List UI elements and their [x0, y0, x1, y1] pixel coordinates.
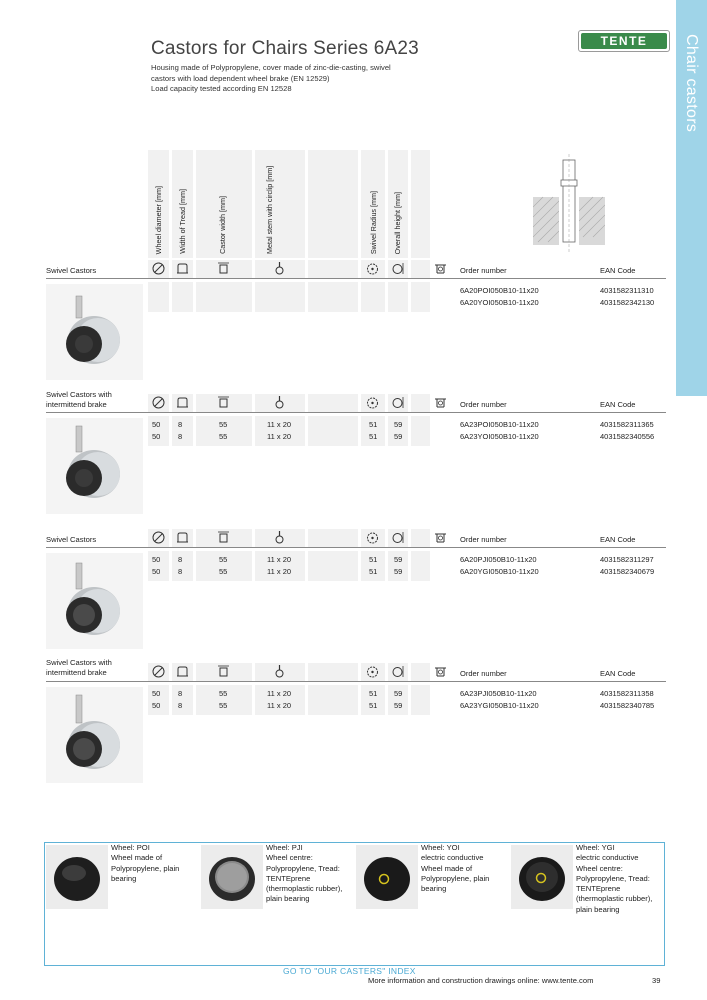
col-header-diameter [148, 150, 169, 258]
description-line: Housing made of Polypropylene, cover made of zinc-die-casting, swivel [151, 63, 391, 72]
icon-cell [308, 394, 358, 412]
ean-code: 4031582311310 [600, 286, 654, 295]
wheel-line: plain bearing [266, 894, 310, 904]
overall-height-icon [391, 665, 404, 678]
order-number: 6A23YGI050B10-11x20 [460, 701, 539, 710]
side-tab-label: Chair castors [683, 34, 700, 133]
col-header-label: Swivel Radius [mm] [369, 190, 378, 254]
value-cell-bg [411, 282, 430, 312]
swivel-radius-icon [366, 262, 379, 275]
stem-icon [273, 396, 286, 409]
icon-cell [148, 260, 169, 278]
col-header-height [388, 150, 408, 258]
value-cell-bg [308, 685, 358, 715]
section-label-line: intermittend brake [46, 667, 107, 677]
value-cell-bg [308, 416, 358, 446]
tread-width-icon [176, 531, 189, 544]
col-header-stem [255, 150, 305, 258]
description-line: castors with load dependent wheel brake (EN 12529) [151, 73, 330, 83]
wheel-line: electric conductive [421, 853, 484, 863]
ean-code-header: EAN Code [600, 535, 636, 544]
swivel-radius-icon [366, 396, 379, 409]
icon-cell [308, 663, 358, 681]
stem-icon [273, 665, 286, 678]
order-number: 6A20YOI050B10-11x20 [460, 298, 539, 307]
order-number: 6A23POI050B10-11x20 [460, 420, 539, 429]
stem-value: 11 x 20 [267, 420, 292, 429]
section-divider [46, 547, 666, 548]
stem-value: 11 x 20 [267, 555, 292, 564]
wheel-description [576, 843, 661, 915]
brake-icon [434, 665, 447, 678]
icon-cell [361, 394, 385, 412]
swivel-radius-value: 51 [369, 555, 378, 564]
ean-code: 4031582311365 [600, 420, 654, 429]
value-cell-bg [172, 282, 193, 312]
castor-width-value: 55 [219, 689, 228, 698]
stem-value: 11 x 20 [267, 689, 292, 698]
order-number-header: Order number [460, 669, 507, 678]
icon-cell [196, 260, 252, 278]
col-header-empty [308, 150, 358, 258]
wheel-line: Wheel made of [421, 863, 473, 873]
section-label [46, 658, 112, 677]
brake-icon [434, 531, 447, 544]
icon-cell [388, 529, 408, 547]
section-divider [46, 412, 666, 413]
wheel-line: Polypropylene, Tread: [266, 863, 340, 873]
page-number: 39 [652, 976, 661, 985]
icon-cell [388, 663, 408, 681]
section-label [46, 266, 96, 276]
tread-width-icon [176, 262, 189, 275]
wheel-pji-image [201, 845, 263, 909]
wheel-line: Wheel: PJI [266, 843, 303, 852]
icon-cell [255, 529, 305, 547]
wheel-line: Polypropylene, Tread: [576, 873, 650, 883]
order-number-header: Order number [460, 535, 507, 544]
icon-cell [172, 529, 193, 547]
castor-width-icon [217, 262, 230, 275]
wheel-thumbnail [201, 845, 263, 909]
swivel-radius-value: 51 [369, 689, 378, 698]
wheel-thumbnail [356, 845, 418, 909]
casters-index-link[interactable]: GO TO "OUR CASTERS" INDEX [283, 966, 416, 976]
castor-width-value: 55 [219, 420, 228, 429]
order-number-header: Order number [460, 400, 507, 409]
icon-cell [255, 394, 305, 412]
icon-cell [361, 663, 385, 681]
ean-code: 4031582311297 [600, 555, 654, 564]
value-cell-bg [411, 416, 430, 446]
section-label-line: Swivel Castors with [46, 390, 112, 399]
wheel-thumbnail [511, 845, 573, 909]
col-header-label: Metal stem with circlip [mm] [265, 165, 274, 254]
icon-cell [411, 260, 430, 278]
wheel-line: Polypropylene, plain [111, 863, 180, 873]
tread-width-icon [176, 665, 189, 678]
ean-code-header: EAN Code [600, 669, 636, 678]
wheel-line: TENTEprene [576, 884, 621, 894]
castor-width-value: 55 [219, 432, 228, 441]
col-header-label: Wheel diameter [mm] [154, 185, 163, 254]
stem-value: 11 x 20 [267, 567, 292, 576]
value-cell-bg [148, 282, 169, 312]
castor-photo [46, 418, 143, 514]
overall-height-value: 59 [394, 689, 403, 698]
stem-icon [273, 262, 286, 275]
icon-cell [172, 260, 193, 278]
brake-icon [434, 262, 447, 275]
castor-width-icon [217, 531, 230, 544]
castor-width-icon [217, 396, 230, 409]
wheel-line: Wheel centre: [576, 863, 623, 873]
wheel-line: Wheel centre: [266, 853, 313, 863]
description-line: Load capacity tested according EN 12528 [151, 84, 292, 94]
order-number: 6A20PJI050B10-11x20 [460, 555, 537, 564]
wheel-diameter-icon [152, 531, 165, 544]
wheel-poi-image [46, 845, 108, 909]
tread-width-value: 8 [178, 432, 183, 441]
swivel-radius-value: 51 [369, 567, 378, 576]
value-cell-bg [308, 282, 358, 312]
overall-height-icon [391, 262, 404, 275]
stem-value: 11 x 20 [267, 432, 292, 441]
swivel-radius-icon [366, 531, 379, 544]
swivel-radius-value: 51 [369, 420, 378, 429]
wheel-line: (thermoplastic rubber), [266, 884, 343, 894]
tread-width-value: 8 [178, 701, 183, 710]
tente-logo [578, 30, 670, 52]
icon-cell [255, 260, 305, 278]
overall-height-value: 59 [394, 567, 403, 576]
col-header-castor-width [196, 150, 252, 258]
section-label-line: Swivel Castors with [46, 658, 112, 667]
wheel-line: electric conductive [576, 853, 639, 863]
icon-cell [148, 663, 169, 681]
wheel-line: bearing [111, 873, 137, 883]
logo-text: TENTE [581, 33, 667, 49]
castor-stem-diagram [533, 152, 605, 255]
icon-cell [411, 529, 430, 547]
stem-value: 11 x 20 [267, 701, 292, 710]
tread-width-icon [176, 396, 189, 409]
ean-code: 4031582311358 [600, 689, 654, 698]
tread-width-value: 8 [178, 689, 183, 698]
wheel-diameter-icon [152, 665, 165, 678]
wheel-description [266, 843, 351, 905]
ean-code: 4031582340785 [600, 701, 655, 710]
wheel-line: Wheel: YGI [576, 843, 615, 852]
swivel-radius-value: 51 [369, 701, 378, 710]
wheel-line: bearing [421, 884, 447, 894]
wheel-thumbnail [46, 845, 108, 909]
section-label [46, 390, 112, 409]
icon-cell [196, 529, 252, 547]
order-number: 6A20YGI050B10-11x20 [460, 567, 539, 576]
wheel-description [111, 843, 196, 884]
section-label-line: Swivel Castors [46, 535, 97, 544]
ean-code-header: EAN Code [600, 400, 636, 409]
icon-cell [361, 529, 385, 547]
footer-info: More information and construction drawings online: www.tente.com [368, 976, 594, 985]
value-cell-bg [411, 685, 430, 715]
overall-height-icon [391, 531, 404, 544]
tread-width-value: 8 [178, 420, 183, 429]
value-cell-bg [172, 685, 193, 715]
icon-cell [196, 663, 252, 681]
value-cell-bg [172, 551, 193, 581]
wheel-diameter-value: 50 [152, 689, 161, 698]
order-number: 6A23PJI050B10-11x20 [460, 689, 537, 698]
wheel-diameter-value: 50 [152, 567, 161, 576]
value-cell-bg [196, 282, 252, 312]
value-cell-bg [255, 282, 305, 312]
col-header-tread [172, 150, 193, 258]
castor-image [46, 284, 143, 380]
col-header-empty [411, 150, 430, 258]
section-label-line: intermittend brake [46, 399, 107, 409]
wheel-diameter-value: 50 [152, 432, 161, 441]
overall-height-icon [391, 396, 404, 409]
section-divider [46, 681, 666, 682]
swivel-radius-value: 51 [369, 432, 378, 441]
castor-image [46, 418, 143, 514]
icon-cell [148, 529, 169, 547]
wheel-line: Wheel: POI [111, 843, 150, 852]
wheel-line: TENTEprene [266, 873, 311, 883]
icon-cell [148, 394, 169, 412]
overall-height-value: 59 [394, 555, 403, 564]
castor-width-value: 55 [219, 701, 228, 710]
wheel-diameter-icon [152, 396, 165, 409]
wheel-diameter-value: 50 [152, 701, 161, 710]
castor-photo [46, 284, 143, 380]
castor-image [46, 687, 143, 783]
order-number-header: Order number [460, 266, 507, 275]
icon-cell [196, 394, 252, 412]
ean-code-header: EAN Code [600, 266, 636, 275]
ean-code: 4031582342130 [600, 298, 655, 307]
order-number: 6A23YOI050B10-11x20 [460, 432, 539, 441]
icon-cell [361, 260, 385, 278]
brake-icon [434, 396, 447, 409]
icon-cell [388, 394, 408, 412]
value-cell-bg [308, 551, 358, 581]
value-cell-bg [411, 551, 430, 581]
icon-cell [172, 663, 193, 681]
col-header-label: Overall height [mm] [393, 191, 402, 254]
wheel-line: (thermoplastic rubber), [576, 894, 653, 904]
icon-cell [308, 260, 358, 278]
icon-cell [411, 663, 430, 681]
side-tab [676, 0, 707, 396]
tread-width-value: 8 [178, 567, 183, 576]
castor-photo [46, 687, 143, 783]
icon-cell [411, 394, 430, 412]
castor-width-value: 55 [219, 555, 228, 564]
value-cell-bg [361, 282, 385, 312]
ean-code: 4031582340679 [600, 567, 655, 576]
wheel-ygi-image [511, 845, 573, 909]
order-number: 6A20POI050B10-11x20 [460, 286, 539, 295]
wheel-description [421, 843, 506, 894]
page-title: Castors for Chairs Series 6A23 [151, 38, 419, 59]
wheel-line: Polypropylene, plain [421, 873, 490, 883]
value-cell-bg [388, 282, 408, 312]
wheel-diameter-value: 50 [152, 420, 161, 429]
wheel-diameter-value: 50 [152, 555, 161, 564]
overall-height-value: 59 [394, 432, 403, 441]
overall-height-value: 59 [394, 701, 403, 710]
castor-photo [46, 553, 143, 649]
section-divider [46, 278, 666, 279]
ean-code: 4031582340556 [600, 432, 655, 441]
icon-cell [172, 394, 193, 412]
icon-cell [255, 663, 305, 681]
wheel-diameter-icon [152, 262, 165, 275]
castor-width-icon [217, 665, 230, 678]
stem-icon [273, 531, 286, 544]
description [151, 63, 441, 95]
value-cell-bg [172, 416, 193, 446]
icon-cell [308, 529, 358, 547]
col-header-label: Width of Tread [mm] [178, 189, 187, 254]
wheel-line: Wheel made of [111, 853, 163, 863]
section-label [46, 535, 96, 545]
section-label-line: Swivel Castors [46, 266, 97, 275]
col-header-label: Castor width [mm] [218, 196, 227, 254]
icon-cell [388, 260, 408, 278]
castor-width-value: 55 [219, 567, 228, 576]
wheel-line: plain bearing [576, 904, 620, 914]
castor-image [46, 553, 143, 649]
wheel-line: Wheel: YOI [421, 843, 460, 852]
tread-width-value: 8 [178, 555, 183, 564]
col-header-radius [361, 150, 385, 258]
overall-height-value: 59 [394, 420, 403, 429]
swivel-radius-icon [366, 665, 379, 678]
wheel-yoi-image [356, 845, 418, 909]
